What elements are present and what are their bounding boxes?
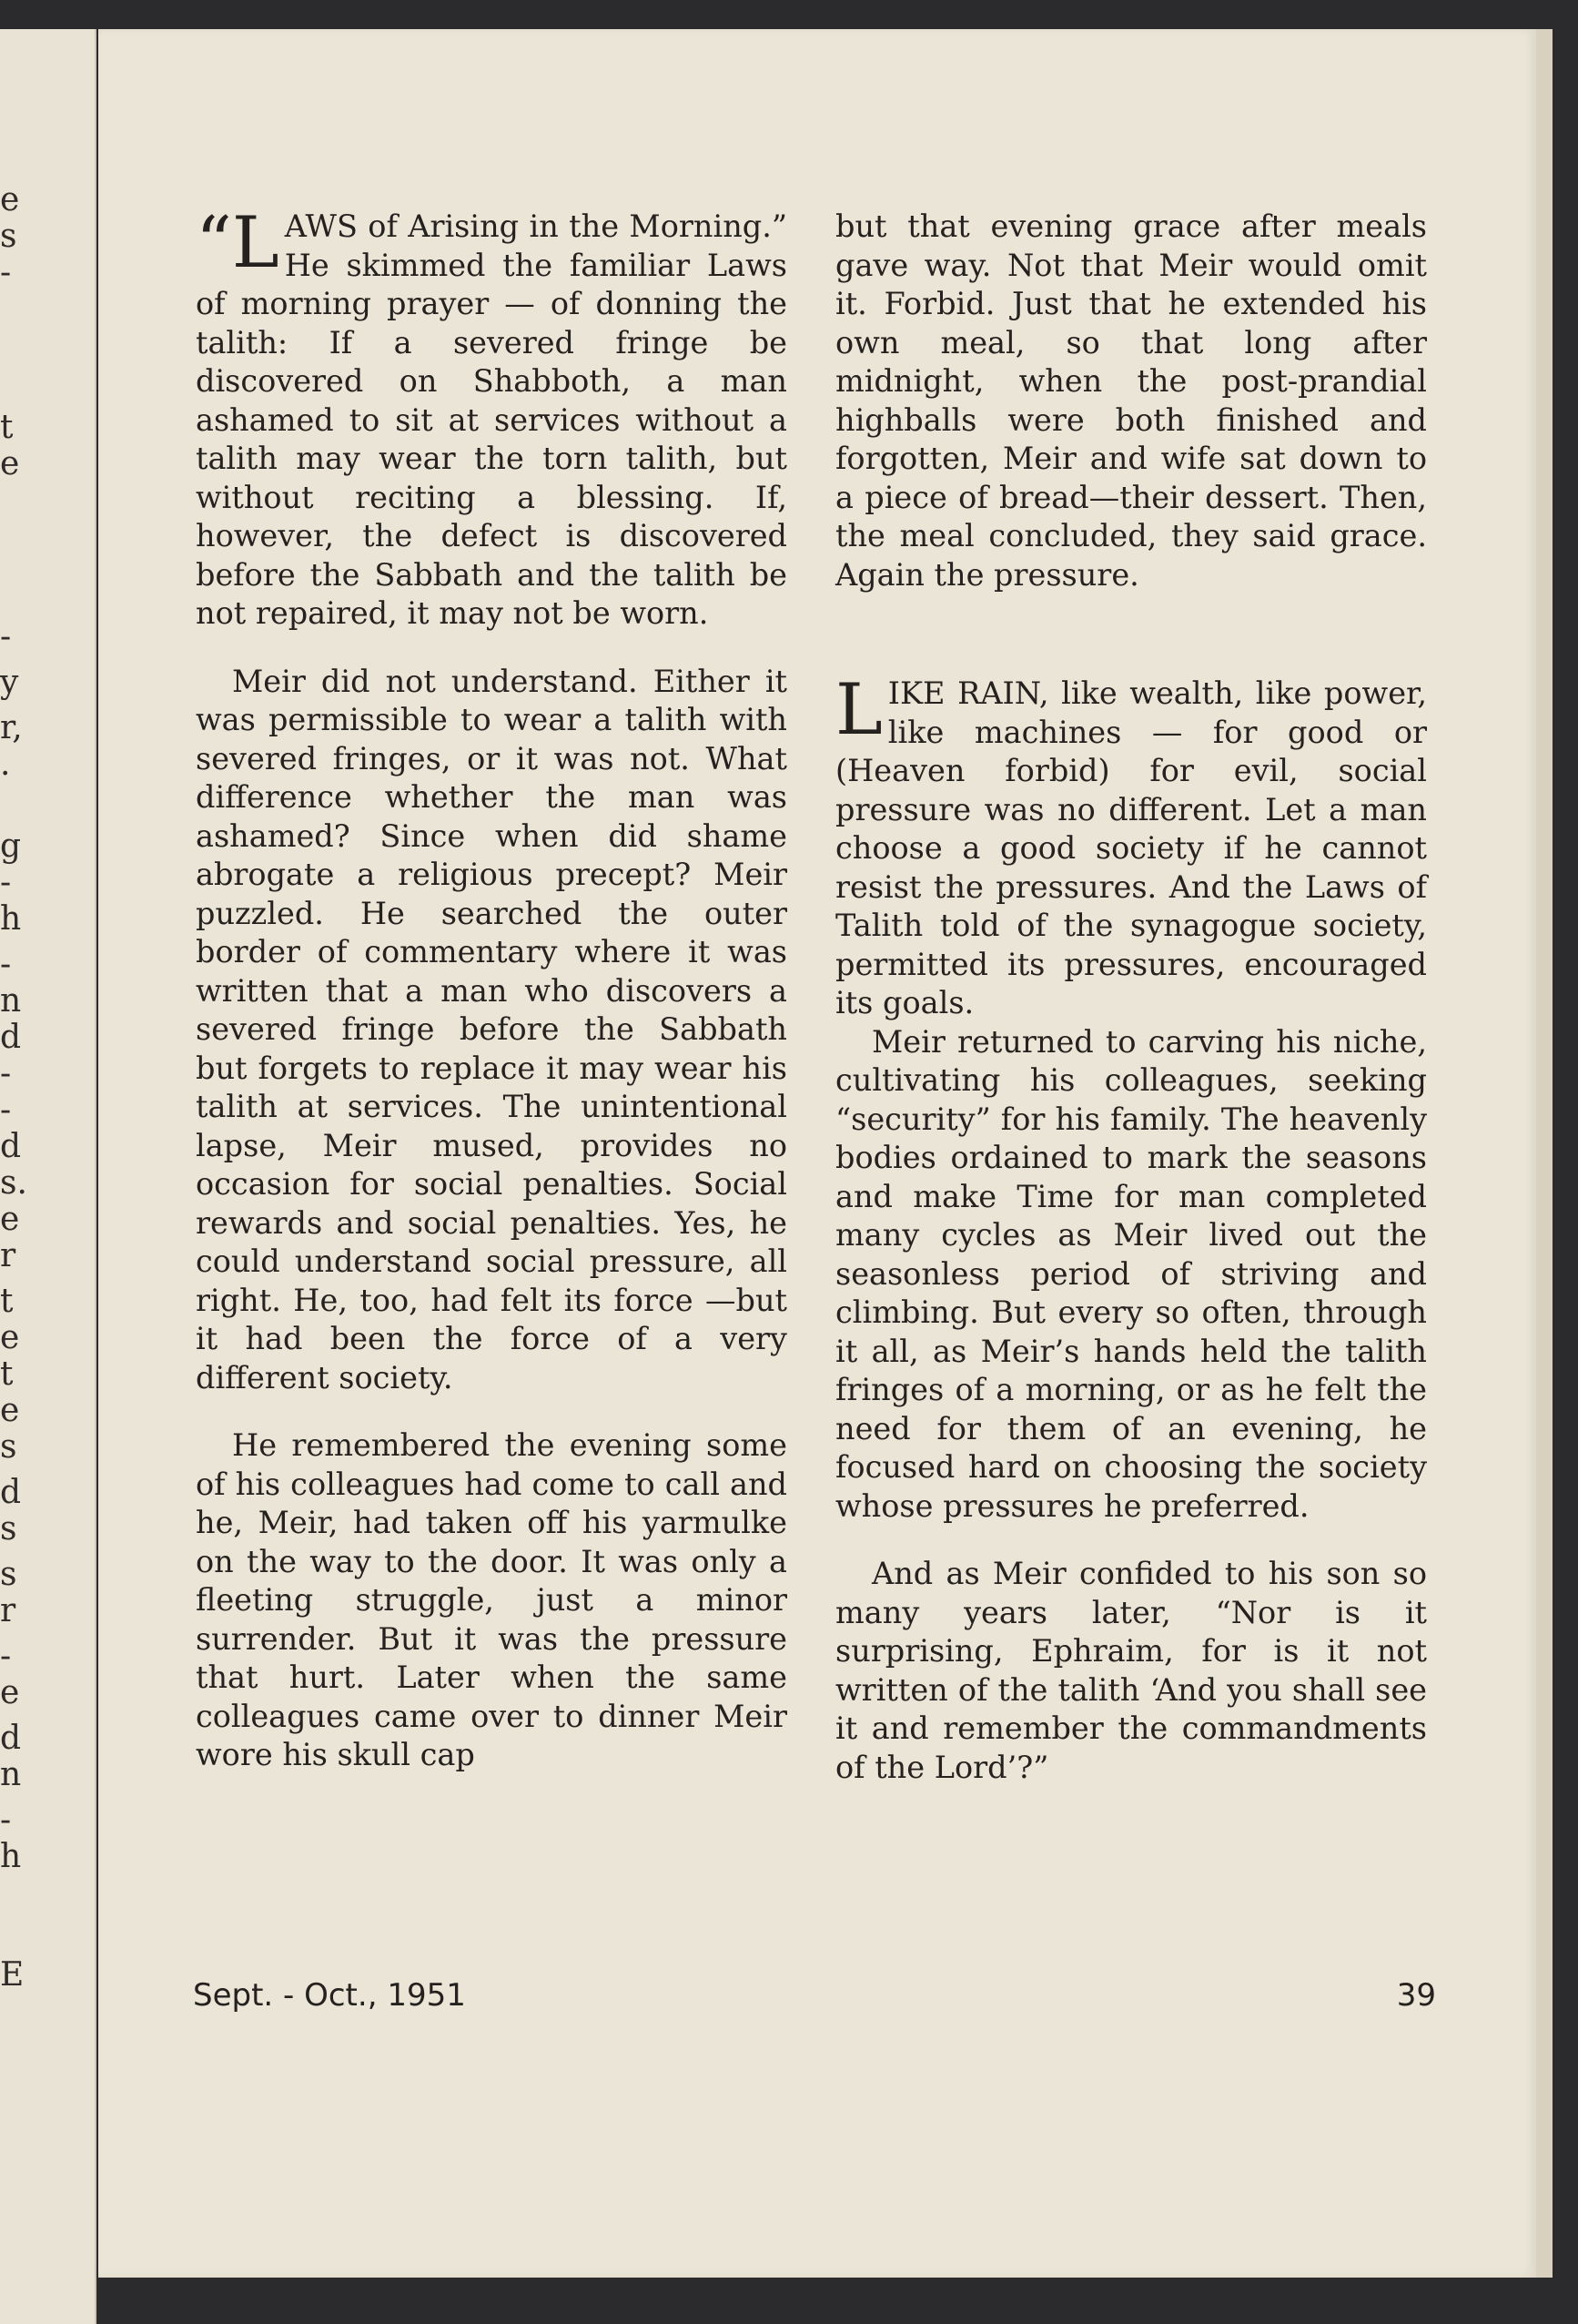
- gutter-fragment: -: [0, 1055, 12, 1092]
- gutter-fragment: s.: [0, 1164, 27, 1202]
- gutter-fragment: e: [0, 1201, 20, 1238]
- gutter-fragment: e: [0, 445, 20, 482]
- gutter-fragment: d: [0, 1019, 22, 1056]
- gutter-fragment: r: [0, 1237, 16, 1274]
- magazine-page: [98, 29, 1553, 2278]
- gutter-fragment: s: [0, 1556, 17, 1593]
- gutter-fragment: -: [0, 946, 12, 983]
- gutter-fragment: d: [0, 1474, 22, 1511]
- gutter-fragment: h: [0, 900, 22, 938]
- left-column: [196, 202, 787, 1775]
- paragraph: And as Meir confided to his son so many years later, “Nor is it surprising, Ephraim, for is it not written of the talith ‘And you shall see it and remember the commandments of the Lord’?”: [835, 1556, 1427, 1785]
- facing-page-edge: [0, 29, 96, 2324]
- issue-date: Sept. - Oct., 1951: [193, 1977, 466, 2014]
- gutter-fragment: n: [0, 982, 22, 1020]
- paragraph: but that evening grace after meals gave way. Not that Meir would omit it. Forbid. Just that he extended his own meal, so that long after midnight, when the post-prandial highballs were both finished and forgotten, Meir and wife sat down to a piece of bread—their dessert. Then, the meal concluded, they said grace. Again the pressure.: [835, 208, 1427, 593]
- gutter-fragment: -: [0, 1638, 12, 1675]
- gutter-fragment: e: [0, 1392, 20, 1429]
- gutter-fragment: y: [0, 664, 19, 701]
- paragraph: Meir did not understand. Either it was permissible to wear a talith with severed fringes, or it was not. What difference whether the man was ashamed? Since when did shame abrogate a religious precept? Meir puzzled. He searched the outer border of commentary where it was written that a man who discovers a severed fringe before the Sabbath but forgets to replace it may wear his talith at services. The unintentional lapse, Meir mused, provides no occasion for social penalties. Social rewards and social penalties. Yes, he could understand social pressure, all right. He, too, had felt its force —but it had been the force of a very different society.: [196, 663, 787, 1395]
- gutter-fragment: E: [0, 1956, 25, 1994]
- paragraph: [196, 202, 787, 634]
- paragraph: [835, 669, 1427, 1023]
- paragraph: Meir returned to carving his niche, cultivating his colleagues, seeking “security” for his family. The heavenly bodies ordained to mark the seasons and make Time for man completed many cycles as Meir lived out the seasonless period of striving and climbing. But every so often, through it all, as Meir’s hands held the talith fringes of a morning, or as he felt the need for them of an evening, he focused hard on choosing the society whose pressures he preferred.: [835, 1023, 1427, 1524]
- gutter-fragment: e: [0, 1674, 20, 1711]
- gutter-fragment: t: [0, 1283, 14, 1320]
- gutter-fragment: s: [0, 1510, 17, 1548]
- gutter-fragment: -: [0, 1091, 12, 1129]
- drop-cap: L: [835, 669, 883, 751]
- gutter-fragment: s: [0, 218, 17, 255]
- gutter-fragment: e: [0, 181, 20, 218]
- paragraph-text: IKE RAIN, like wealth, like power, like machines — for good or (Heaven forbid) for evil, social pressure was no different. Let a man choose a good society if he cannot resist the pressures. And the Laws of Talith told of the synagogue society, permitted its pressures, encouraged its goals.: [835, 675, 1427, 1020]
- gutter-fragment: r,: [0, 709, 23, 746]
- gutter-fragment: -: [0, 864, 12, 901]
- gutter-fragment: t: [0, 409, 14, 446]
- gutter-fragment: r: [0, 1592, 16, 1629]
- right-column: [835, 208, 1427, 1787]
- gutter-fragment: -: [0, 1801, 12, 1839]
- page-number: 39: [1396, 1977, 1436, 2014]
- paragraph: He remembered the evening some of his colleagues had come to call and he, Meir, had taken off his yarmulke on the way to the door. It was only a fleeting struggle, just a minor surrender. But it was the pressure that hurt. Later when the same colleagues came over to dinner Meir wore his skull cap: [196, 1427, 787, 1772]
- gutter-fragment: .: [0, 746, 11, 783]
- gutter-fragment: -: [0, 254, 12, 291]
- gutter-fragment: n: [0, 1756, 22, 1793]
- gutter-fragment: d: [0, 1128, 22, 1165]
- gutter-fragment: -: [0, 618, 12, 655]
- gutter-fragment: h: [0, 1838, 22, 1875]
- drop-cap: “L: [196, 202, 279, 284]
- gutter-fragment: s: [0, 1428, 17, 1466]
- gutter-fragment: d: [0, 1720, 22, 1757]
- gutter-fragment: g: [0, 827, 22, 865]
- gutter-fragment: t: [0, 1355, 14, 1393]
- paragraph-text: AWS of Arising in the Morning.” He skimmed the familiar Laws of morning prayer — of donning the talith: If a severed fringe be discovered on Shabboth, a man ashamed to sit at services without a talith may wear the torn talith, but without reciting a blessing. If, however, the defect is discovered before the Sabbath and the talith be not repaired, it may not be worn.: [196, 208, 787, 631]
- gutter-fragment: e: [0, 1319, 20, 1356]
